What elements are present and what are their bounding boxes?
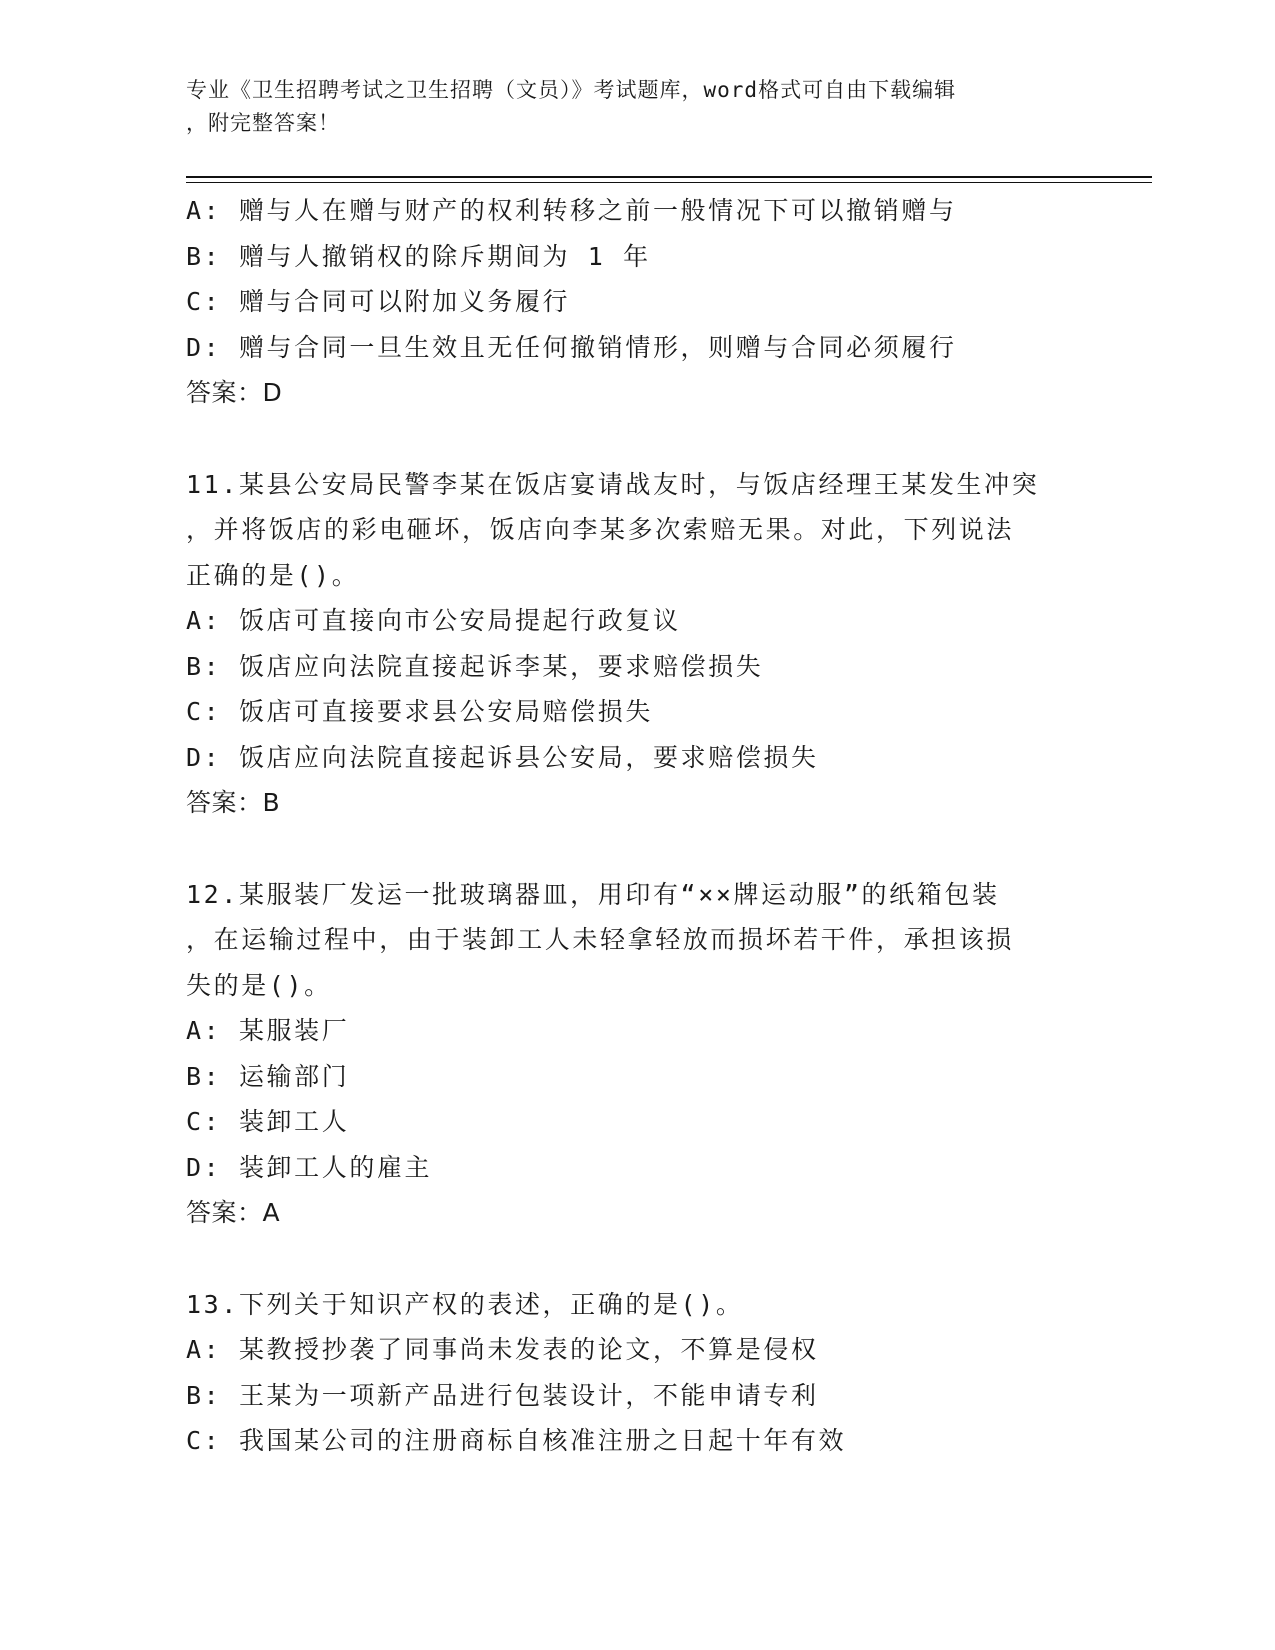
question-text	[186, 462, 1086, 599]
option-b: B: 王某为一项新产品进行包装设计，不能申请专利	[186, 1380, 819, 1410]
spacer	[186, 826, 1086, 872]
option-d: D: 赠与合同一旦生效且无任何撤销情形，则赠与合同必须履行	[186, 332, 957, 362]
option-d: D: 饭店应向法院直接起诉县公安局，要求赔偿损失	[186, 742, 819, 772]
question-text-line: ，并将饭店的彩电砸坏，饭店向李某多次索赔无果。对此，下列说法	[186, 515, 1015, 544]
question-text-line: 正确的是()。	[186, 560, 360, 590]
question-text-line: 11.某县公安局民警李某在饭店宴请战友时，与饭店经理王某发生冲突	[186, 469, 1040, 499]
spacer	[186, 416, 1086, 462]
option-d: D: 装卸工人的雇主	[186, 1152, 433, 1182]
question-text-line: ，在运输过程中，由于装卸工人未轻拿轻放而损坏若干件，承担该损	[186, 925, 1015, 954]
header-line-1: 专业《卫生招聘考试之卫生招聘（文员）》考试题库，word格式可自由下载编辑	[186, 78, 957, 102]
question-text-line: 13.下列关于知识产权的表述，正确的是()。	[186, 1289, 744, 1319]
option-c: C: 饭店可直接要求县公安局赔偿损失	[186, 697, 653, 726]
question-text-line: 失的是()。	[186, 970, 332, 1000]
option-b: B: 饭店应向法院直接起诉李某，要求赔偿损失	[186, 651, 764, 681]
question-list	[186, 188, 1086, 1464]
question-text	[186, 1282, 1086, 1328]
spacer	[186, 1236, 1086, 1282]
question-10	[186, 188, 1086, 416]
question-13	[186, 1282, 1086, 1464]
answer: 答案：B	[186, 788, 281, 817]
option-a: A: 饭店可直接向市公安局提起行政复议	[186, 606, 681, 635]
header-line-2: ，附完整答案！	[186, 111, 340, 135]
answer: 答案：A	[186, 1198, 281, 1227]
option-a: A: 某教授抄袭了同事尚未发表的论文，不算是侵权	[186, 1335, 819, 1364]
header-rule-thin	[186, 182, 1152, 183]
question-text	[186, 872, 1086, 1009]
option-b: B: 赠与人撤销权的除斥期间为 1 年	[186, 241, 651, 271]
option-a: A: 某服装厂	[186, 1016, 350, 1045]
question-11	[186, 462, 1086, 826]
question-12	[186, 872, 1086, 1236]
option-a: A: 赠与人在赠与财产的权利转移之前一般情况下可以撤销赠与	[186, 196, 957, 225]
option-c: C: 我国某公司的注册商标自核准注册之日起十年有效	[186, 1426, 847, 1455]
answer: 答案：D	[186, 378, 283, 407]
document-header	[186, 74, 1066, 140]
option-c: C: 装卸工人	[186, 1107, 350, 1136]
question-text-line: 12.某服装厂发运一批玻璃器皿，用印有“××牌运动服”的纸箱包装	[186, 879, 1000, 909]
option-b: B: 运输部门	[186, 1061, 350, 1091]
header-rule-thick	[186, 176, 1152, 178]
option-c: C: 赠与合同可以附加义务履行	[186, 287, 571, 316]
